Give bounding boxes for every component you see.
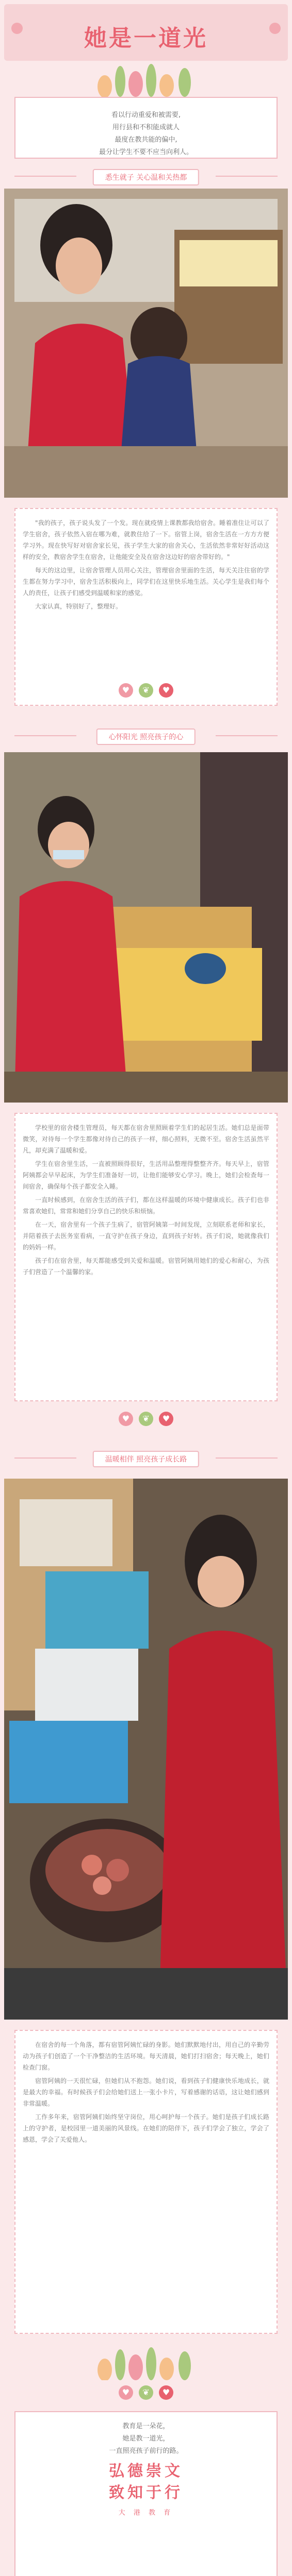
paragraph: 一直时候感到，在宿舍生活的孩子们，都在这样温暖的环境中健康成长。孩子们也非常喜欢她们，常常和她们分享自己的快乐和烦恼。 bbox=[23, 1196, 269, 1215]
heart-icon: ♥ bbox=[119, 683, 133, 698]
poem-line: 她是教一道光， bbox=[122, 2435, 170, 2443]
section1-text-card bbox=[14, 508, 278, 706]
page-title: 她是一道光 bbox=[84, 25, 208, 52]
plant-decoration-icon bbox=[89, 2344, 203, 2380]
photo-caretaker-with-food bbox=[4, 1479, 288, 2020]
section2-text-card bbox=[14, 1113, 278, 1401]
leaf-icon: ❦ bbox=[139, 1412, 153, 1426]
closing-card bbox=[14, 2411, 278, 2576]
section3-heading: 温暖相伴 照亮孩子成长路 bbox=[93, 1451, 199, 1467]
closing-poem bbox=[15, 2412, 277, 2461]
poem-line: 教育是一朵花， bbox=[122, 2422, 170, 2430]
photo-caretaker-tucking-child bbox=[4, 752, 288, 1103]
slogan-line-1: 弘德崇文 bbox=[109, 2462, 183, 2480]
heart-icon: ♥ bbox=[159, 2385, 173, 2400]
poem-line: 最分让学生不要不应当向利人。 bbox=[99, 148, 193, 156]
intro-poem bbox=[15, 98, 277, 170]
paragraph: 大家认真，特别好了，整理好。 bbox=[35, 603, 122, 610]
paragraph: "我的孩子，孩子说头发了一个发。现在就疫情上课教都我给宿舍。睡着准住让可以了学生宿舍，孩子依然入宿在哪为难，就教住给了一下。宿管上岗，宿舍生活在一方方方便学习外。现在快写好对宿舍家长见，孩子学生大家的宿舍关心，生活依然非常好好活动这样的安全，教宿舍学生在宿舍，让他能安全及在宿舍这边好的宿舍带好的。" bbox=[23, 519, 269, 561]
title-banner bbox=[4, 4, 288, 61]
poem-line: 一直照亮孩子前行的路。 bbox=[109, 2447, 183, 2455]
heart-icon: ♥ bbox=[159, 683, 173, 698]
flower-icon bbox=[269, 23, 281, 34]
heart-icon: ♥ bbox=[119, 2385, 133, 2400]
poem-line: 看以行动重爱和被需要, bbox=[111, 111, 181, 119]
leaf-icon: ❦ bbox=[139, 683, 153, 698]
hearts-decoration bbox=[0, 1412, 292, 1430]
paragraph: 在宿舍的每一个角落，都有宿管阿姨忙碌的身影。她们默默地付出，用自己的辛勤劳动为孩子们创造了一个干净整洁的生活环境。每天清晨，她们打扫宿舍；每天晚上，她们检查门窗。 bbox=[23, 2041, 269, 2071]
hearts-decoration bbox=[0, 683, 292, 702]
hearts-decoration bbox=[0, 2385, 292, 2404]
section3-text-card bbox=[14, 2030, 278, 2334]
leaf-icon: ❦ bbox=[139, 2385, 153, 2400]
school-name: 大 港 教 育 bbox=[118, 2509, 174, 2517]
plant-decoration-icon bbox=[89, 61, 203, 97]
paragraph: 宿管阿姨的一天很忙碌，但她们从不抱怨。她们说，看到孩子们健康快乐地成长，就是最大的幸福。有时候孩子们会给她们送上一张小卡片，写着感谢的话语，这让她们感到非常温暖。 bbox=[23, 2077, 269, 2107]
intro-card bbox=[14, 97, 278, 159]
paragraph: 孩子们在宿舍里，每天都能感受到关爱和温暖。宿管阿姨用她们的爱心和耐心，为孩子们营造了一个温馨的家。 bbox=[23, 1257, 269, 1276]
section2-heading: 心怀阳光 照亮孩子的心 bbox=[96, 728, 196, 745]
heart-icon: ♥ bbox=[159, 1412, 173, 1426]
heart-icon: ♥ bbox=[119, 1412, 133, 1426]
slogan-line-2: 致知于行 bbox=[109, 2484, 183, 2502]
photo-caretaker-braiding-hair bbox=[4, 189, 288, 498]
section3-heading-row bbox=[0, 1448, 292, 1468]
poem-line: 用行县和不积能成就人 bbox=[112, 124, 180, 131]
section1-heading-row bbox=[0, 166, 292, 187]
section2-heading-row bbox=[0, 725, 292, 746]
paragraph: 每天的这边里，让宿舍管理人员用心关注，管理宿舍里面的生活，每天关注住宿的学生都在努力学习中，宿舍生活积极向上，同学们在这里快乐地生活。关心学生是我们每个人的责任，让孩子们感受到温暖和家的感觉。 bbox=[23, 567, 269, 597]
paragraph: 学校里的宿舍楼生管理员，每天都在宿舍里照顾着学生们的起居生活。她们总是面带微笑，对待每一个学生都像对待自己的孩子一样，细心照料，无微不至。宿舍生活虽然平凡，却充满了温暖和爱。 bbox=[23, 1124, 269, 1154]
paragraph: 工作多年来，宿管阿姨们始终坚守岗位，用心呵护每一个孩子。她们是孩子们成长路上的守护者，是校园里一道美丽的风景线。在她们的陪伴下，孩子们学会了独立，学会了感恩，学会了关爱他人。 bbox=[23, 2113, 269, 2143]
section1-heading: 悉生就子 关心温和关热都 bbox=[93, 169, 199, 185]
paragraph: 学生在宿舍里生活，一直被照顾得很好，生活用品整理得整整齐齐。每天早上，宿管阿姨都会早早起床，为学生们准备好一切，让他们能够安心学习。晚上，她们会检查每一间宿舍，确保每个孩子都安全入睡。 bbox=[23, 1160, 269, 1190]
paragraph: 在一天，宿舍里有一个孩子生病了，宿管阿姨第一时间发现，立刻联系老师和家长，并陪着孩子去医务室看病，一直守护在孩子身边，直到孩子好转。孩子们说，她就像我们的妈妈一样。 bbox=[23, 1221, 269, 1251]
poem-line: 最度在教共能的偏中, bbox=[115, 136, 177, 144]
